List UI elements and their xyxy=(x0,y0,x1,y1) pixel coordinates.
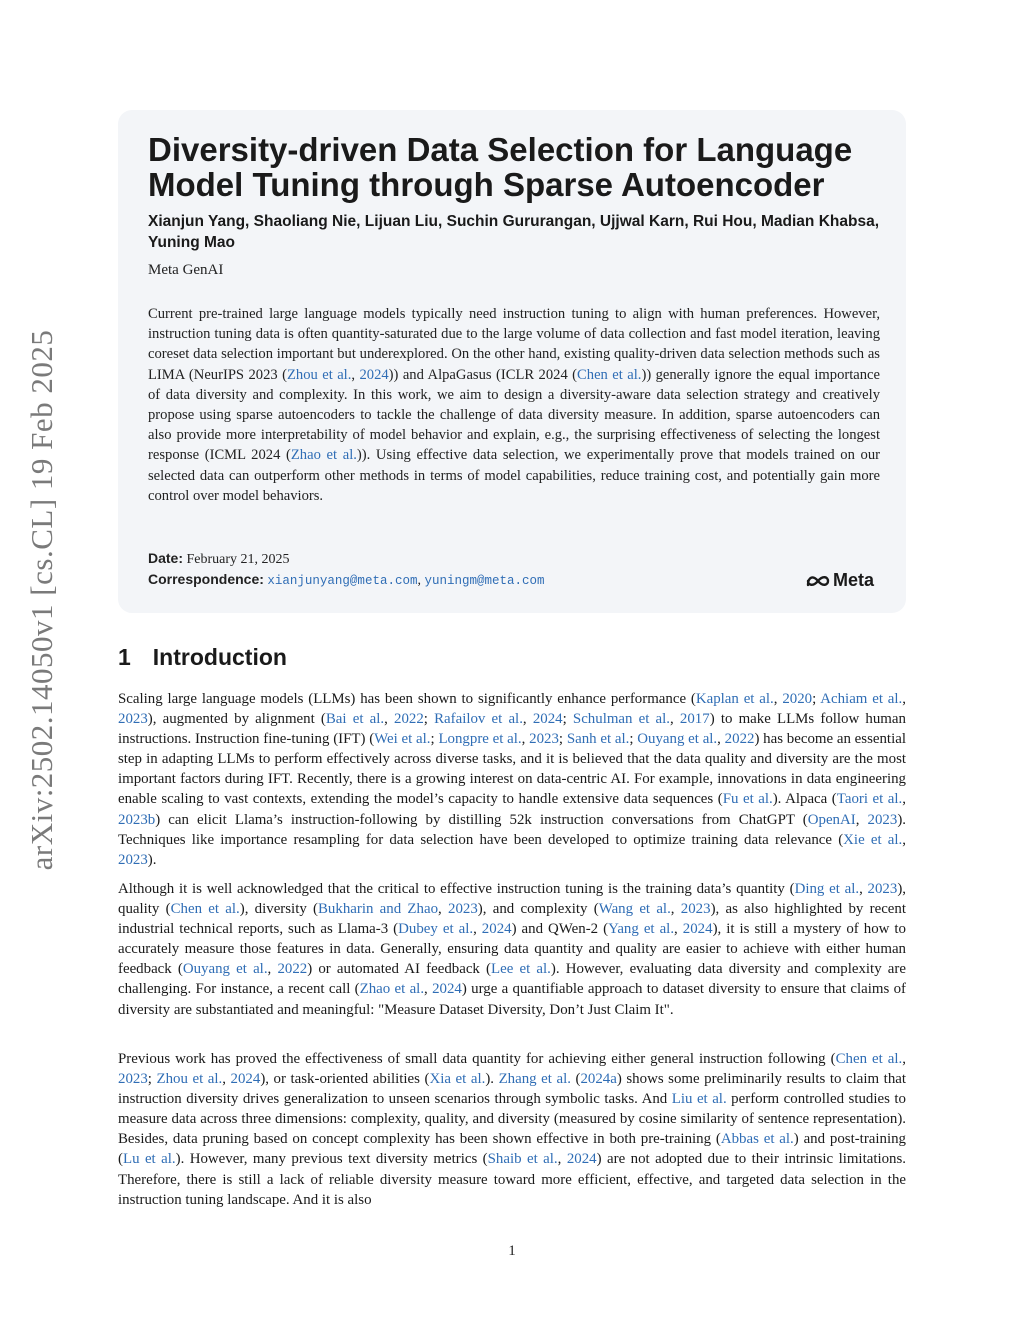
author: Xianjun Yang xyxy=(148,213,246,230)
author: Lijuan Liu xyxy=(364,213,438,230)
citation-link[interactable]: 2024 xyxy=(566,1151,597,1168)
citation-link[interactable]: Chen et al. xyxy=(577,366,642,383)
citation-link[interactable]: 2024 xyxy=(230,1071,261,1088)
citation-link[interactable]: 2023 xyxy=(118,711,148,728)
email-link[interactable]: xianjunyang@meta.com xyxy=(267,574,418,588)
citation-link[interactable]: 2020 xyxy=(782,691,813,707)
section-title: Introduction xyxy=(152,644,287,670)
arxiv-identifier: arXiv:2502.14050v1 [cs.CL] 19 Feb 2025 xyxy=(24,329,59,871)
citation-link[interactable]: Shaib et al. xyxy=(487,1151,558,1168)
date-value: February 21, 2025 xyxy=(186,552,290,567)
citation-link[interactable]: Xie et al. xyxy=(843,831,903,848)
citation-link[interactable]: Dubey et al. xyxy=(398,921,474,938)
author: Yuning Mao xyxy=(148,234,235,251)
citation-link[interactable]: Schulman et al. xyxy=(572,711,671,728)
citation-link[interactable]: Kaplan et al. xyxy=(695,691,774,707)
citation-link[interactable]: Zhou et al. xyxy=(156,1071,223,1088)
paragraph: Scaling large language models (LLMs) has been shown to significantly enhance performance (Kaplan et al., 2020; Achiam et al., 2023), augmented by alignment (Bai et al., 2022; Rafailov et al., 2024; Schulman et al., 2017) to make LLMs follow human instructions. Instruction fine-tuning (IFT) (Wei et al.; Longpre et al., 2023; Sanh et al.; Ouyang et al., 2022) has become an essential step in adapting LLMs to perform effectively across diverse tasks, and it is believed that the data quality and diversity are the most important factors during IFT. Recently, there is a growing interest on data-centric AI. For example, innovations in data engineering enable scaling to vast contexts, extending the model’s capacity to handle extensive data sequences (Fu et al.). Alpaca (Taori et al., 2023b) can elicit Llama’s instruction-following by distilling 52k instruction conversations from ChatGPT (OpenAI, 2023). Techniques like importance resampling for data selection have been developed to optimize training data relevance (Xie et al., 2023). xyxy=(118,691,907,868)
citation-link[interactable]: Zhao et al. xyxy=(359,981,425,998)
citation-link[interactable]: Lee et al. xyxy=(491,961,551,978)
citation-link[interactable]: 2017 xyxy=(679,711,710,728)
citation-link[interactable]: OpenAI xyxy=(807,811,856,828)
citation-link[interactable]: Yang et al. xyxy=(608,921,675,938)
affiliation: Meta GenAI xyxy=(148,262,224,278)
paper-title: Diversity-driven Data Selection for Language Model Tuning through Sparse Autoencoder xyxy=(148,131,853,203)
citation-link[interactable]: 2023b xyxy=(118,811,156,828)
correspondence-label: Correspondence: xyxy=(148,571,264,587)
citation-link[interactable]: 2022 xyxy=(394,711,424,728)
author: Ujjwal Karn xyxy=(599,213,685,230)
citation-link[interactable]: 2023 xyxy=(867,811,898,828)
citation-link[interactable]: Achiam et al. xyxy=(820,691,903,707)
citation-link[interactable]: Xia et al. xyxy=(429,1071,486,1088)
citation-link[interactable]: Zhou et al. xyxy=(286,366,352,383)
citation-link[interactable]: 2023 xyxy=(118,851,148,868)
citation-link[interactable]: Fu et al. xyxy=(722,791,773,808)
citation-link[interactable]: Ouyang et al. xyxy=(637,731,718,748)
author-list: Xianjun Yang, Shaoliang Nie, Lijuan Liu, Suchin Gururangan, Ujjwal Karn, Rui Hou, Madian Khabsa, Yuning Mao xyxy=(148,213,880,251)
citation-link[interactable]: 2023 xyxy=(529,731,559,748)
meta-logo-text: Meta xyxy=(833,570,875,590)
citation-link[interactable]: Zhang et al. xyxy=(498,1071,571,1088)
citation-link[interactable]: Bukharin and Zhao xyxy=(318,901,439,918)
citation-link[interactable]: 2023 xyxy=(118,1071,148,1088)
page-number: 1 xyxy=(508,1243,516,1259)
citation-link[interactable]: 2024 xyxy=(359,366,389,383)
citation-link[interactable]: Wang et al. xyxy=(598,901,671,918)
citation-link[interactable]: 2023 xyxy=(448,901,478,918)
citation-link[interactable]: Abbas et al. xyxy=(720,1131,794,1148)
citation-link[interactable]: Taori et al. xyxy=(836,791,903,808)
citation-link[interactable]: 2024 xyxy=(682,921,713,938)
arxiv-side-stamp xyxy=(22,240,62,960)
citation-link[interactable]: Rafailov et al. xyxy=(434,711,523,728)
citation-link[interactable]: 2022 xyxy=(724,731,755,748)
meta-infinity-icon xyxy=(806,574,830,588)
paragraph: Although it is well acknowledged that the critical to effective instruction tuning is the training data’s quantity (Ding et al., 2023), quality (Chen et al.), diversity (Bukharin and Zhao, 2023), and complexity (Wang et al., 2023), as also highlighted by recent industrial technical reports, such as Llama-3 (Dubey et al., 2024) and QWen-2 (Yang et al., 2024), it is still a mystery of how to accurately measure those features in data. Generally, ensuring data quantity and quality are easier to achieve with either human feedback (Ouyang et al., 2022) or automated AI feedback (Lee et al.). However, evaluating data diversity and complexity are challenging. For instance, a recent call (Zhao et al., 2024) urge a quantifiable approach to dataset diversity to ensure that claims of diversity are substantiated and meaningful: "Measure Dataset Diversity, Don’t Just Claim It". xyxy=(118,881,906,1018)
citation-link[interactable]: Sanh et al. xyxy=(566,731,630,748)
citation-link[interactable]: Wei et al. xyxy=(374,731,431,748)
citation-link[interactable]: Chen et al. xyxy=(835,1051,903,1067)
author: Rui Hou xyxy=(692,213,753,230)
citation-link[interactable]: Ouyang et al. xyxy=(182,961,268,978)
date-line xyxy=(148,550,290,568)
section-heading xyxy=(118,644,287,671)
citation-link[interactable]: Ding et al. xyxy=(794,881,860,897)
citation-link[interactable]: 2022 xyxy=(277,961,308,978)
author: Madian Khabsa xyxy=(761,213,875,230)
date-label: Date: xyxy=(148,550,184,566)
citation-link[interactable]: Lu et al. xyxy=(122,1151,176,1168)
email-link[interactable]: yuningm@meta.com xyxy=(424,574,545,588)
citation-link[interactable]: 2023 xyxy=(867,881,898,897)
citation-link[interactable]: 2024 xyxy=(532,711,563,728)
abstract: Current pre-trained large language models typically need instruction tuning to align with human preferences. However, instruction tuning data is often quantity-saturated due to the large volume of data collection and fast model iteration, leaving coreset data selection important but underexplored. On the other hand, existing quality-driven data selection methods such as LIMA (NeurIPS 2023 (Zhou et al., 2024)) and AlpaGasus (ICLR 2024 (Chen et al.)) generally ignore the equal importance of data diversity and complexity. In this work, we aim to design a diversity-aware data selection strategy and creatively propose using sparse autoencoders to tackle the challenge of data diversity measure. In addition, sparse autoencoders can also provide more interpretability of model behavior and explain, e.g., the surprising effectiveness of selecting the longest response (ICML 2024 (Zhao et al.)). Using effective data selection, we experimentally prove that models trained on our selected data can outperform other methods in terms of model capabilities, reduce training cost, and potentially gain more control over model behaviors. xyxy=(148,306,881,504)
section-number: 1 xyxy=(118,644,131,670)
citation-link[interactable]: Longpre et al. xyxy=(438,731,522,748)
citation-link[interactable]: 2024 xyxy=(432,981,462,998)
citation-link[interactable]: Chen et al. xyxy=(170,901,240,918)
citation-link[interactable]: Zhao et al. xyxy=(290,447,357,464)
citation-link[interactable]: Liu et al. xyxy=(671,1091,727,1108)
correspondence-line: Correspondence: xianjunyang@meta.com, yuningm@meta.com xyxy=(148,571,545,588)
meta-logo xyxy=(806,570,874,591)
author: Shaoliang Nie xyxy=(253,213,357,230)
author: Suchin Gururangan xyxy=(446,213,592,230)
paragraph: Previous work has proved the effectiveness of small data quantity for achieving either general instruction following (Chen et al., 2023; Zhou et al., 2024), or task-oriented abilities (Xia et al.). Zhang et al. (2024a) shows some preliminarily results to claim that instruction diversity drives generalization to unseen scenarios through symbolic tasks. And Liu et al. perform controlled studies to measure data across three dimensions: complexity, quality, and diversity (measured by cosine similarity of sentence representation). Besides, data pruning based on concept complexity has been shown effective in both pre-training (Abbas et al.) and post-training (Lu et al.). However, many previous text diversity metrics (Shaib et al., 2024) are not adopted due to their intrinsic limitations. Therefore, there is still a lack of reliable diversity measure toward more efficient, effective, and targeted data selection in the instruction tuning landscape. And it is also xyxy=(118,1051,907,1208)
citation-link[interactable]: Bai et al. xyxy=(325,711,385,728)
citation-link[interactable]: 2023 xyxy=(680,901,711,918)
citation-link[interactable]: 2024 xyxy=(481,921,512,938)
citation-link[interactable]: 2024a xyxy=(580,1071,617,1088)
